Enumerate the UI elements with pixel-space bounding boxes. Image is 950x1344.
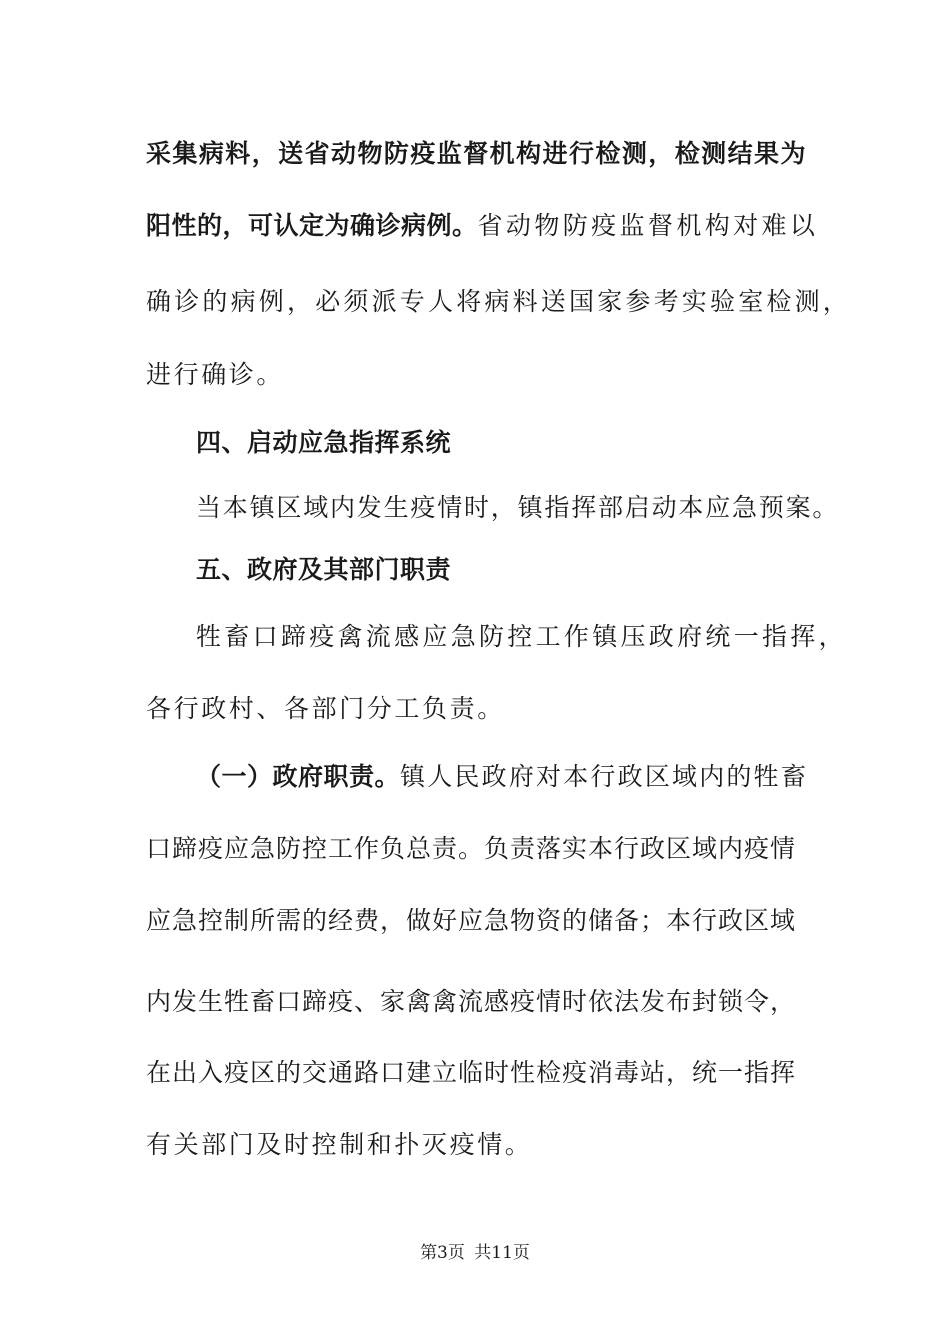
body-text: 内发生牲畜口蹄疫、家禽禽流感疫情时依法发布封锁令， — [146, 987, 797, 1016]
body-line — [196, 491, 840, 525]
body-text: 进行确诊。 — [146, 360, 285, 389]
section-heading-4 — [196, 426, 806, 460]
page-total: 共11页 — [474, 1243, 530, 1263]
bold-text: 阳性的，可认定为确诊病例。 — [146, 211, 478, 240]
body-line — [146, 1128, 806, 1162]
body-text: 省动物防疫监督机构对难以 — [477, 211, 819, 240]
body-text: 在出入疫区的交通路口建立临时性检疫消毒站，统一指挥 — [146, 1058, 797, 1087]
body-line — [146, 358, 806, 392]
body-line — [146, 904, 806, 938]
page-footer — [0, 1242, 950, 1264]
body-text: 有关部门及时控制和扑灭疫情。 — [146, 1130, 533, 1159]
body-text: 各行政村、各部门分工负责。 — [146, 694, 505, 723]
heading-text: 四、启动应急指挥系统 — [196, 428, 452, 457]
body-line — [196, 620, 847, 654]
body-line — [146, 285, 852, 319]
body-line — [196, 760, 809, 794]
section-heading-5 — [196, 553, 806, 587]
bold-text: （一）政府职责。 — [196, 762, 401, 791]
body-line — [146, 692, 806, 726]
body-line — [146, 137, 806, 171]
body-line — [146, 985, 806, 1019]
body-line — [146, 1056, 806, 1090]
body-line — [146, 209, 819, 243]
bold-text: 采集病料，送省动物防疫监督机构进行检测，检测结果为 — [146, 139, 806, 168]
page-number: 第3页 — [420, 1243, 465, 1263]
body-line — [146, 832, 806, 866]
heading-text: 五、政府及其部门职责 — [196, 555, 452, 584]
body-text: 牲畜口蹄疫禽流感应急防控工作镇压政府统一指挥， — [196, 622, 847, 651]
body-text: 口蹄疫应急防控工作负总责。负责落实本行政区域内疫情 — [146, 834, 797, 863]
body-text: 当本镇区域内发生疫情时，镇指挥部启动本应急预案。 — [196, 493, 840, 522]
body-text: 镇人民政府对本行政区域内的牲畜 — [400, 762, 809, 791]
body-text: 确诊的病例，必须派专人将病料送国家参考实验室检测， — [146, 287, 852, 316]
body-text: 应急控制所需的经费，做好应急物资的储备；本行政区域 — [146, 906, 797, 935]
